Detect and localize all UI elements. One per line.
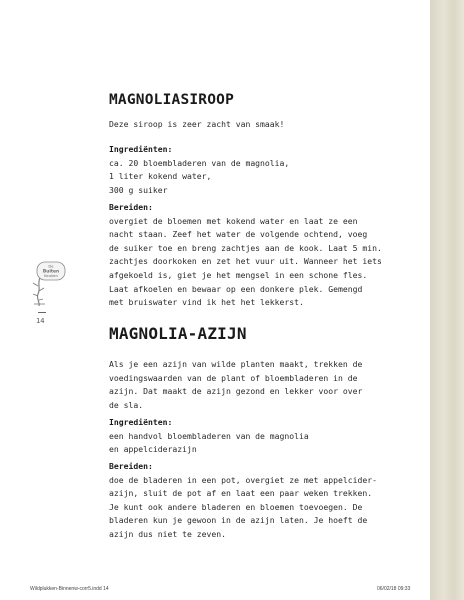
section-title-magnoliasiroop: MAGNOLIASIROOP	[109, 92, 235, 108]
logo-text-line: Buiten	[42, 269, 60, 275]
ingredient-line: 1 liter kokend water,	[109, 171, 212, 182]
intro-line: azijn. Dat maakt de azijn gezond en lekker voor over	[109, 386, 363, 397]
section2-method	[109, 460, 419, 542]
method-line: Je kunt ook andere bladeren en bloemen toevoegen. De	[109, 501, 363, 512]
ingredients-label: Ingrediënten:	[109, 144, 173, 154]
page-number: 14	[36, 317, 45, 325]
ingredient-line: 300 g suiker	[109, 184, 168, 195]
method-line: overgiet de bloemen met kokend water en laat ze een	[109, 215, 358, 226]
method-line: Laat afkoelen en bewaar op een donkere plek. Gemengd	[109, 283, 363, 294]
intro-line: Als je een azijn van wilde planten maakt, trekken de	[109, 359, 363, 369]
section-title-magnolia-azijn: MAGNOLIA-AZIJN	[109, 324, 247, 343]
ingredient-line: en appelciderazijn	[109, 444, 197, 455]
method-line: zachtjes doorkoken en zet het vuur uit. Wanneer het iets	[109, 256, 382, 267]
section1-ingredients	[109, 143, 419, 197]
section1-intro	[109, 118, 419, 132]
method-line: nacht staan. Zeef het water de volgende ochtend, voeg	[109, 229, 368, 240]
method-label: Bereiden:	[109, 202, 153, 212]
method-line: bladeren kun je gewoon in de azijn laten. Je hoeft de	[109, 515, 368, 526]
section2-intro	[109, 358, 419, 412]
ingredient-line: ca. 20 bloembladeren van de magnolia,	[109, 157, 290, 168]
intro-line: Deze siroop is zeer zacht van smaak!	[109, 119, 285, 129]
logo-text-line: De	[48, 263, 54, 269]
method-line: azijn dus niet te zeven.	[109, 528, 226, 539]
method-line: de suiker toe en breng zachtjes aan de kook. Laat 5 min.	[109, 242, 382, 253]
logo-text-line: Keuken	[44, 273, 58, 279]
intro-line: de sla.	[109, 399, 144, 410]
method-line: met bruiswater vind ik het het lekkerst.	[109, 297, 304, 308]
method-line: doe de bladeren in een pot, overgiet ze met appelcider-	[109, 474, 378, 485]
method-line: afgekoeld is, giet je het mengsel in een schone fles.	[109, 269, 368, 280]
ingredient-line: een handvol bloembladeren van de magnolia	[109, 430, 309, 441]
buiten-keuken-logo	[28, 260, 68, 308]
page-number-rule	[38, 312, 46, 313]
method-line: azijn, sluit de pot af en laat een paar weken trekken.	[109, 488, 373, 499]
page-edge-texture	[430, 0, 464, 600]
method-label: Bereiden:	[109, 461, 153, 471]
section1-method	[109, 201, 419, 310]
print-slug-timestamp: 06/02/18 09:33	[377, 586, 411, 592]
section2-ingredients	[109, 416, 419, 457]
intro-line: voedingswaarden van de plant of bloembladeren in de	[109, 372, 358, 383]
print-slug-filename: Wildplukken-Binnenw-corr5.indd 14	[30, 586, 109, 592]
ingredients-label: Ingrediënten:	[109, 417, 173, 427]
